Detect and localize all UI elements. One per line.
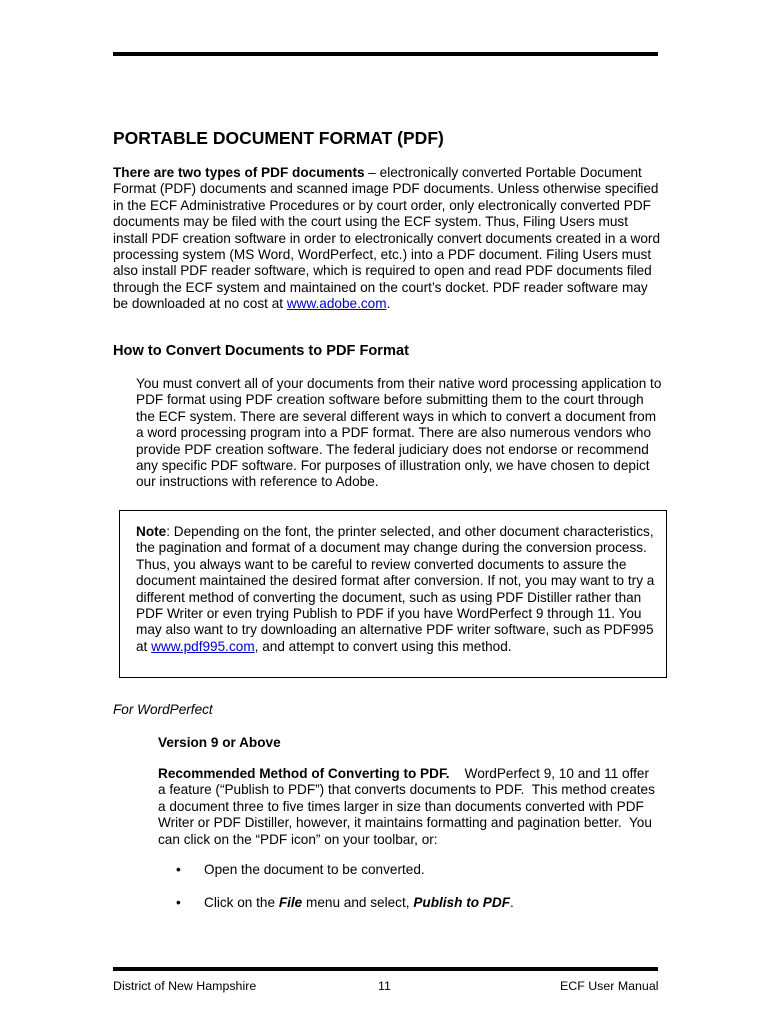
footer-manual-title: ECF User Manual bbox=[560, 979, 659, 993]
footer-district: District of New Hampshire bbox=[113, 979, 257, 993]
publish-to-pdf-term: Publish to PDF bbox=[413, 895, 510, 910]
convert-paragraph: You must convert all of your documents from their native word processing application to PDF format using PDF creation software before submitting them to the court through the ECF system. There are several different ways in which to convert a document from a word processing program into a PDF format. There are also numerous vendors who provide PDF creation software. The federal judiciary does not endorse or recommend any specific PDF software. For purposes of illustration only, we have chosen to depict our instructions with reference to Adobe. bbox=[136, 376, 662, 490]
note-paragraph bbox=[136, 524, 661, 655]
adobe-link[interactable]: www.adobe.com bbox=[286, 296, 387, 312]
subsection-heading: For WordPerfect bbox=[113, 702, 213, 717]
list-item bbox=[176, 895, 514, 910]
method-body: WordPerfect 9, 10 and 11 offer a feature (“Publish to PDF”) that converts documents to PDF. This method creates a document three to five times larger in size than documents converted with PDF Writer or PDF Distiller, however, it maintains formatting and pagination better. You can click on the “PDF icon” on your toolbar, or: bbox=[158, 766, 659, 847]
method-lead: Recommended Method of Converting to PDF. bbox=[158, 766, 450, 781]
note-body: : Depending on the font, the printer selected, and other document characteristics, the pagination and format of a document may change during the conversion process. Thus, you always want to be careful to review converted documents to assure the document maintained the desired format after conversion. If not, you may want to try a different method of converting the document, such as using PDF Distiller rather than PDF Writer or even trying Publish to PDF if you have WordPerfect 9 through 11. You may also want to try downloading an alternative PDF writer software, such as PDF995 at bbox=[136, 524, 655, 654]
bullet-icon: • bbox=[176, 862, 181, 877]
bullet-text-pre: Click on the bbox=[204, 895, 279, 910]
version-heading: Version 9 or Above bbox=[158, 735, 281, 750]
note-label: Note bbox=[136, 524, 167, 539]
bullet-text-mid: menu and select, bbox=[302, 895, 414, 910]
header-rule bbox=[113, 52, 658, 56]
bullet-text-end: . bbox=[510, 895, 514, 910]
intro-paragraph bbox=[113, 165, 661, 313]
intro-end: . bbox=[386, 296, 391, 312]
footer-rule bbox=[113, 967, 658, 971]
intro-lead: There are two types of PDF documents bbox=[113, 165, 365, 180]
method-paragraph bbox=[158, 766, 658, 848]
file-menu-term: File bbox=[278, 895, 303, 910]
bullet-text: Open the document to be converted. bbox=[204, 862, 425, 877]
note-end: , and attempt to convert using this method. bbox=[254, 638, 512, 654]
list-item bbox=[176, 862, 425, 877]
bullet-icon: • bbox=[176, 895, 181, 910]
page-number: 11 bbox=[378, 979, 391, 993]
pdf995-link[interactable]: www.pdf995.com bbox=[151, 638, 255, 654]
section-heading: How to Convert Documents to PDF Format bbox=[113, 343, 409, 359]
page-title: PORTABLE DOCUMENT FORMAT (PDF) bbox=[113, 128, 444, 148]
intro-body: – electronically converted Portable Document Format (PDF) documents and scanned image PDF documents. Unless otherwise specified in the ECF Administrative Procedures or by court order, only electronically converted PDF documents may be filed with the court using the ECF system. Thus, Filing Users must install PDF creation software in order to electronically convert documents created in a word processing system (MS Word, WordPerfect, etc.) into a PDF document. Filing Users must also install PDF reader software, which is required to open and read PDF documents filed through the ECF system and maintained on the court’s docket. PDF reader software may be downloaded at no cost at bbox=[113, 165, 661, 312]
